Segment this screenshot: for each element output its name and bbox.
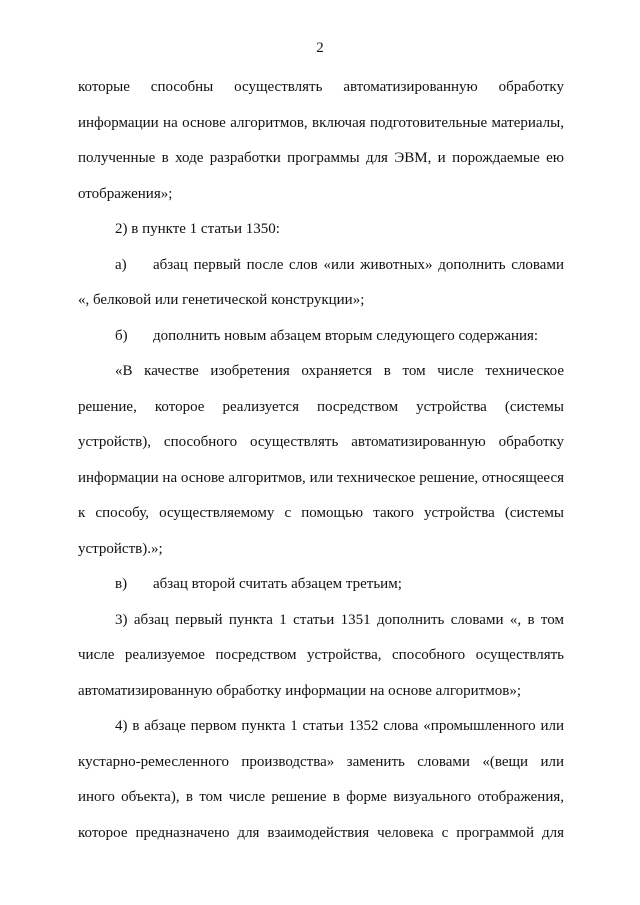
text-line: «, белковой или генетической конструкции»; <box>78 292 365 308</box>
text-line: к способу, осуществляемому с помощью такого устройства (системы <box>78 505 564 521</box>
text-line: 2) в пункте 1 статьи 1350: <box>115 221 280 237</box>
list-item-text: абзац второй считать абзацем третьим; <box>153 576 402 592</box>
list-marker: б) <box>115 327 128 344</box>
text-line: «В качестве изобретения охраняется в том числе техническое <box>115 363 564 379</box>
list-item-text: абзац первый после слов «или животных» дополнить словами <box>153 256 564 273</box>
text-line: иного объекта), в том числе решение в форме визуального отображения, <box>78 789 564 805</box>
list-item-text: дополнить новым абзацем вторым следующего содержания: <box>153 327 539 344</box>
text-line: полученные в ходе разработки программы для ЭВМ, и порождаемые ею <box>78 150 564 166</box>
text-line: кустарно-ремесленного производства» заменить словами «(вещи или <box>78 753 564 770</box>
text-line: которое предназначено для взаимодействия человека с программой для <box>78 824 564 841</box>
text-line: которые способны осуществлять автоматизированную обработку <box>78 79 564 95</box>
text-line: 3) абзац первый пункта 1 статьи 1351 дополнить словами «, в том <box>115 611 564 628</box>
text-line: отображения»; <box>78 185 173 202</box>
list-item-b <box>78 319 564 355</box>
list-marker: в) <box>115 576 128 592</box>
text-line: 4) в абзаце первом пункта 1 статьи 1352 слова «промышленного или <box>115 718 564 734</box>
text-line: числе реализуемое посредством устройства, способного осуществлять <box>78 647 564 663</box>
list-item-a <box>78 248 564 284</box>
text-line: устройств).»; <box>78 540 163 557</box>
list-item-v <box>78 567 564 603</box>
list-marker: а) <box>115 256 127 273</box>
text-line: устройств), способного осуществлять автоматизированную обработку <box>78 434 564 450</box>
text-line: информации на основе алгоритмов, включая подготовительные материалы, <box>78 114 564 131</box>
text-line: решение, которое реализуется посредством устройства (системы <box>78 398 564 415</box>
page-number: 2 <box>316 40 324 56</box>
document-body <box>78 70 564 851</box>
text-line: информации на основе алгоритмов, или техническое решение, относящееся <box>78 469 564 486</box>
text-line: автоматизированную обработку информации на основе алгоритмов»; <box>78 682 521 699</box>
